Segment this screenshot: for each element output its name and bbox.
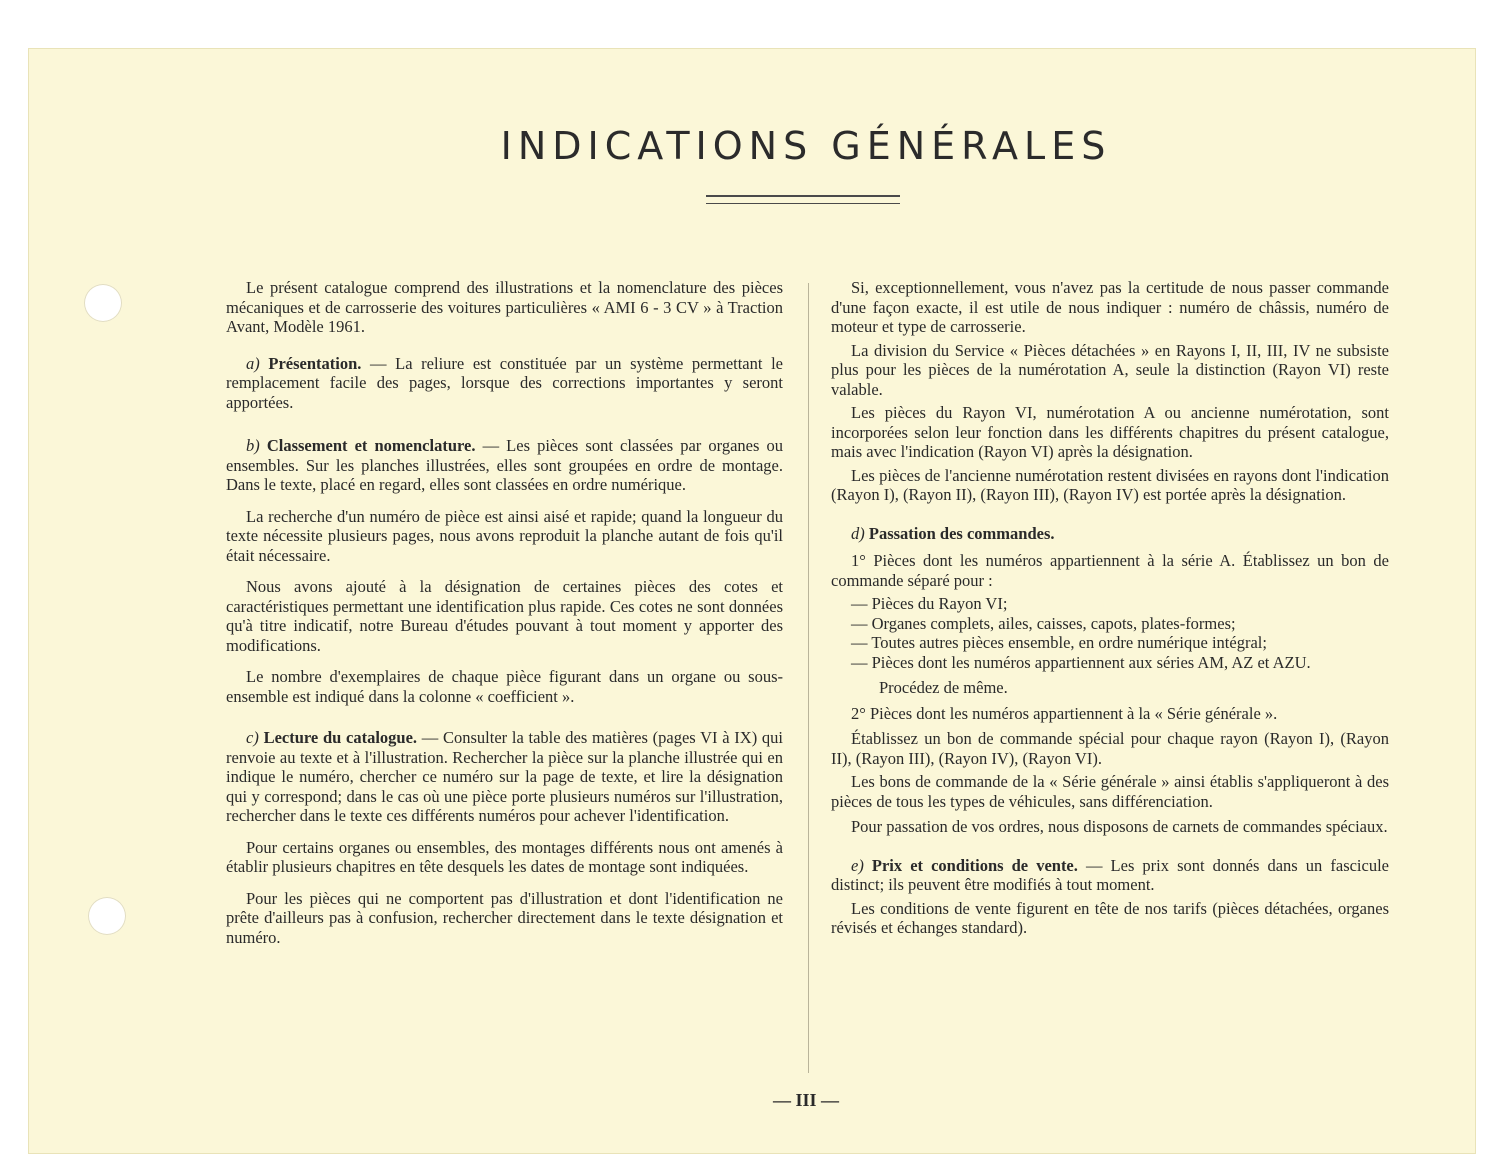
order-list-item: — Pièces du Rayon VI; [851,594,1008,613]
column-divider [808,283,809,1073]
right-paragraph-1: Si, exceptionnellement, vous n'avez pas la certitude de nous passer commande d'une façon exacte, il est utile de nous indiquer : numéro de châssis, numéro de moteur et type de carrosserie. [831,278,1389,336]
section-b-text: — Les pièces sont classées par organes ou ensembles. Sur les planches illustrées, elles sont groupées en ordre de montage. Dans le texte, placé en regard, elles sont classées en ordre numérique. [226,436,784,494]
section-c-text: — Consulter la table des matières (pages VI à IX) qui renvoie au texte et à l'illustration. Rechercher la pièce sur la planche illustrée qui en indique le numéro, chercher ce numéro sur la page de texte, et lire la désignation qui y correspond; dans le cas où une pièce porte plusieurs numéros sur l'illustration, rechercher dans le texte ces différents numéros pour achever l'identification. [226,728,784,825]
binder-hole-top [84,284,122,322]
section-d-heading: Passation des commandes. [868,523,1055,543]
section-e-letter: e) [851,855,864,875]
section-c-paragraph-2: Pour certains organes ou ensembles, des montages différents nous ont amenés à établir plusieurs chapitres en tête desquels les dates de montage sont indiquées. [226,837,783,876]
section-d-point-1: 1° Pièces dont les numéros appartiennent à la série A. Établissez un bon de commande séparé pour : [831,551,1389,590]
section-b-paragraph-3: Nous avons ajouté à la désignation de certaines pièces des cotes et caractéristiques permettant une identification plus rapide. Ces cotes ne sont données qu'à titre indicatif, notre Bureau d'études pouvant à tout moment y apporter des modifications. [226,577,783,655]
order-list-item: — Pièces dont les numéros appartiennent aux séries AM, AZ et AZU. [851,652,1311,672]
section-a-letter: a) [246,353,260,373]
section-d-letter: d) [851,523,865,543]
section-c-letter: c) [246,728,259,747]
page-number: — III — [772,1090,839,1110]
section-e-paragraph-2: Les conditions de vente figurent en tête de nos tarifs (pièces détachées, organes révisés et échanges standard). [831,898,1389,937]
binder-hole-bottom [88,897,126,935]
right-paragraph-3: Les pièces du Rayon VI, numérotation A ou ancienne numérotation, sont incorporées selon leur fonction dans les différents chapitres du présent catalogue, mais avec l'indication (Rayon VI) après la désignation. [831,403,1389,461]
section-c-heading: Lecture du catalogue. [263,728,418,747]
catalogue-page [28,48,1476,1154]
section-e-paragraph [831,856,1389,895]
section-b-paragraph-4: Le nombre d'exemplaires de chaque pièce figurant dans un organe ou sous-ensemble est indiqué dans la colonne « coefficient ». [226,667,783,706]
same-procedure-note: Procédez de même. [879,678,1008,697]
intro-paragraph: Le présent catalogue comprend des illustrations et la nomenclature des pièces mécaniques et de carrosserie des voitures particulières « AMI 6 - 3 CV » à Traction Avant, Modèle 1961. [226,278,783,336]
right-paragraph-4: Les pièces de l'ancienne numérotation restent divisées en rayons dont l'indication (Rayon I), (Rayon II), (Rayon III), (Rayon IV) est portée après la désignation. [831,465,1389,504]
section-d-point-2d: Pour passation de vos ordres, nous disposons de carnets de commandes spéciaux. [851,817,1388,836]
page-title: INDICATIONS GÉNÉRALES [500,124,1112,168]
section-b-paragraph-2: La recherche d'un numéro de pièce est ainsi aisé et rapide; quand la longueur du texte nécessite plusieurs pages, nous avons reproduit la planche autant de fois qu'il était nécessaire. [226,506,783,565]
section-e-heading: Prix et conditions de vente. [871,855,1078,875]
section-e-text: — Les prix sont donnés dans un fascicule distinct; ils peuvent être modifiés à tout moment. [831,855,1390,894]
order-list-item: — Toutes autres pièces ensemble, en ordre numérique intégral; [851,633,1267,652]
section-b-heading: Classement et nomenclature. [266,436,476,455]
section-a-text: — La reliure est constituée par un système permettant le remplacement facile des pages, lorsque des corrections importantes y seront apportées. [226,353,783,412]
section-c-paragraph-3: Pour les pièces qui ne comportent pas d'illustration et dont l'identification ne prête d'ailleurs pas à confusion, rechercher directement dans le texte désignation et numéro. [226,888,783,947]
section-a-paragraph [226,354,783,413]
right-paragraph-2: La division du Service « Pièces détachées » en Rayons I, II, III, IV ne subsiste plus pour les pièces de la numérotation A, seule la distinction (Rayon VI) reste valable. [831,340,1389,399]
section-c-paragraph [226,728,783,826]
left-column [226,278,783,947]
order-list-item: — Organes complets, ailes, caisses, capots, plates-formes; [851,613,1236,633]
title-underline [706,195,900,204]
right-column [831,278,1389,938]
section-b-letter: b) [246,436,260,455]
section-d-heading-line [831,524,1389,544]
order-list [851,594,1389,698]
section-b-paragraph [226,436,783,495]
section-d-point-2c: Les bons de commande de la « Série générale » ainsi établis s'appliqueront à des pièces de tous les types de véhicules, sans différenciation. [831,772,1389,811]
section-d-point-2: 2° Pièces dont les numéros appartiennent à la « Série générale ». [851,703,1278,723]
page-edge [1476,48,1500,1154]
section-a-heading: Présentation. [268,353,362,373]
section-d-point-2b: Établissez un bon de commande spécial pour chaque rayon (Rayon I), (Rayon II), (Rayon III), (Rayon IV), (Rayon VI). [831,729,1389,768]
